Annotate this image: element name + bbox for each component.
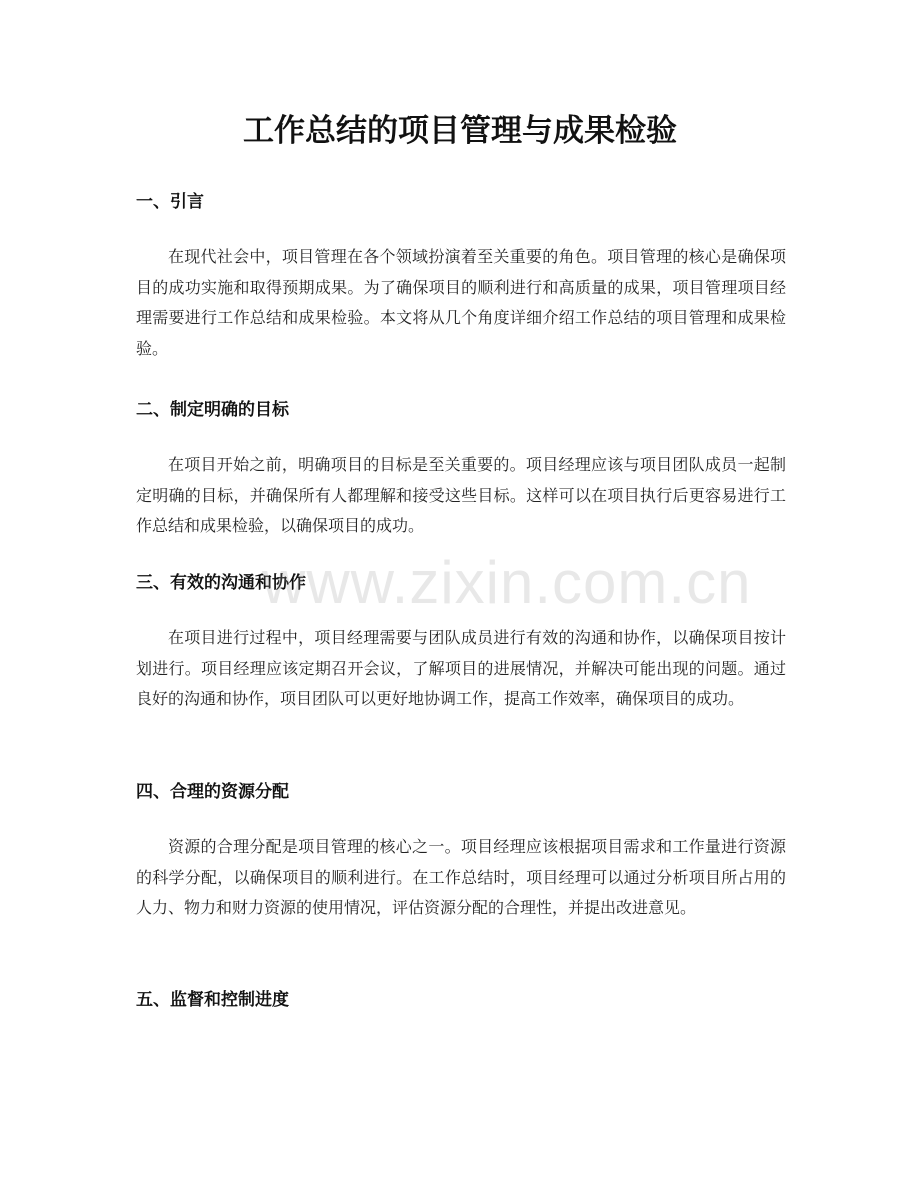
watermark-text: www.zixin.com.cn — [262, 549, 752, 616]
section-resource-allocation — [136, 780, 786, 924]
section-paragraph: 在项目进行过程中，项目经理需要与团队成员进行有效的沟通和协作，以确保项目按计划进行。项目经理应该定期召开会议，了解项目的进展情况，并解决可能出现的问题。通过良好的沟通和协作，项目团队可以更好地协调工作，提高工作效率，确保项目的成功。 — [136, 628, 786, 708]
section-paragraph: 在项目开始之前，明确项目的目标是至关重要的。项目经理应该与项目团队成员一起制定明确的目标，并确保所有人都理解和接受这些目标。这样可以在项目执行后更容易进行工作总结和成果检验，以确保项目的成功。 — [136, 455, 786, 535]
section-introduction — [136, 190, 786, 364]
section-progress-control — [136, 988, 786, 1012]
section-heading: 四、合理的资源分配 — [136, 782, 289, 802]
section-clear-goals — [136, 398, 786, 542]
section-communication — [136, 571, 786, 715]
section-heading: 一、引言 — [136, 192, 204, 212]
section-heading: 三、有效的沟通和协作 — [136, 573, 306, 593]
section-heading: 五、监督和控制进度 — [136, 990, 289, 1010]
document-title: 工作总结的项目管理与成果检验 — [243, 113, 677, 149]
section-paragraph: 在现代社会中，项目管理在各个领域扮演着至关重要的角色。项目管理的核心是确保项目的成功实施和取得预期成果。为了确保项目的顺利进行和高质量的成果，项目管理项目经理需要进行工作总结和成果检验。本文将从几个角度详细介绍工作总结的项目管理和成果检验。 — [136, 247, 786, 358]
section-paragraph: 资源的合理分配是项目管理的核心之一。项目经理应该根据项目需求和工作量进行资源的科学分配，以确保项目的顺利进行。在工作总结时，项目经理可以通过分析项目所占用的人力、物力和财力资源的使用情况，评估资源分配的合理性，并提出改进意见。 — [136, 837, 786, 917]
section-heading: 二、制定明确的目标 — [136, 400, 289, 420]
